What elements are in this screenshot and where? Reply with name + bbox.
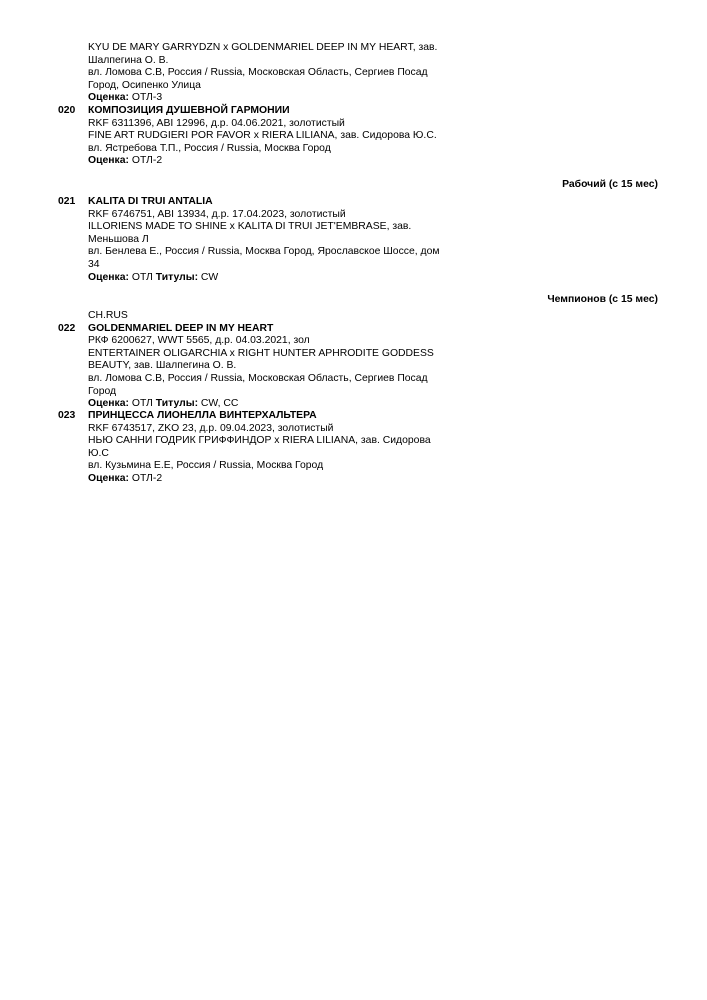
entry-line: FINE ART RUDGIERI POR FAVOR x RIERA LILIANA, зав. Сидорова Ю.С. <box>88 130 437 142</box>
entry-020 <box>58 105 458 168</box>
entry-title-prefix: CH.RUS <box>88 310 128 321</box>
grade-label: Оценка: <box>88 398 129 410</box>
grade-label: Оценка: <box>88 92 129 104</box>
entry-number: 023 <box>58 410 76 421</box>
entry-line: Город <box>88 385 117 397</box>
entry-line: RKF 6311396, ABI 12996, д.р. 04.06.2021, золотистый <box>88 117 345 129</box>
dog-name: КОМПОЗИЦИЯ ДУШЕВНОЙ ГАРМОНИИ <box>88 105 290 116</box>
entry-line: Шалпегина О. В. <box>88 54 169 66</box>
dog-name: KALITA DI TRUI ANTALIA <box>88 196 213 207</box>
titles-label: Титулы: <box>155 271 199 283</box>
class-heading-working: Рабочий (с 15 мес) <box>562 179 658 190</box>
grade-label: Оценка: <box>88 472 129 484</box>
entry-line: вл. Кузьмина Е.Е, Россия / Russia, Москва Город <box>88 460 324 472</box>
grade-value: ОТЛ <box>128 271 156 283</box>
entry-line: ILLORIENS MADE TO SHINE x KALITA DI TRUI JET'EMBRASE, зав. <box>88 221 412 233</box>
grade-value: ОТЛ-3 <box>128 92 163 104</box>
grade-label: Оценка: <box>88 155 129 167</box>
dog-name: ПРИНЦЕССА ЛИОНЕЛЛА ВИНТЕРХАЛЬТЕРА <box>88 410 317 421</box>
class-heading-champions: Чемпионов (с 15 мес) <box>547 294 658 305</box>
entry-line: Меньшова Л <box>88 233 149 245</box>
entry-line: Ю.С <box>88 447 109 459</box>
entry-line: РКФ 6200627, WWT 5565, д.р. 04.03.2021, зол <box>88 335 310 347</box>
entry-022 <box>58 310 458 411</box>
entry-line: вл. Ломова С.В, Россия / Russia, Московская Область, Сергиев Посад <box>88 67 428 79</box>
titles-label: Титулы: <box>155 398 199 410</box>
entry-grade <box>88 92 454 105</box>
entry-number: 022 <box>58 322 76 334</box>
titles-value: CW <box>198 271 219 283</box>
entry-grade <box>88 473 454 486</box>
entry-line: НЬЮ САННИ ГОДРИК ГРИФФИНДОР x RIERA LILIANA, зав. Сидорова <box>88 435 431 447</box>
entry-line: вл. Ястребова Т.П., Россия / Russia, Москва Город <box>88 142 331 154</box>
entry-line: RKF 6746751, ABI 13934, д.р. 17.04.2023, золотистый <box>88 208 346 220</box>
entry-line: BEAUTY, зав. Шалпегина О. В. <box>88 360 237 372</box>
entry-line: вл. Бенлева Е., Россия / Russia, Москва Город, Ярославское Шоссе, дом <box>88 246 440 258</box>
grade-label: Оценка: <box>88 271 129 283</box>
grade-value: ОТЛ-2 <box>128 472 163 484</box>
entry-line: ENTERTAINER OLIGARCHIA x RIGHT HUNTER APHRODITE GODDESS <box>88 347 434 359</box>
dog-name: GOLDENMARIEL DEEP IN MY HEART <box>88 322 274 334</box>
entry-number: 020 <box>58 105 76 116</box>
entry-continued <box>58 42 458 105</box>
grade-value: ОТЛ <box>128 398 156 410</box>
entry-grade <box>88 272 454 285</box>
entry-021 <box>58 196 458 284</box>
titles-value: CW, CC <box>198 398 239 410</box>
entry-line: Город, Осипенко Улица <box>88 79 201 91</box>
entry-grade <box>88 398 454 411</box>
grade-value: ОТЛ-2 <box>128 155 163 167</box>
entry-line: вл. Ломова С.В, Россия / Russia, Московская Область, Сергиев Посад <box>88 372 428 384</box>
entry-line: KYU DE MARY GARRYDZN x GOLDENMARIEL DEEP IN MY HEART, зав. <box>88 42 438 53</box>
entry-number: 021 <box>58 196 76 207</box>
entry-023 <box>58 410 458 486</box>
entry-line: RKF 6743517, ZKO 23, д.р. 09.04.2023, золотистый <box>88 422 334 434</box>
entry-line: 34 <box>88 258 100 270</box>
entry-grade <box>88 155 454 168</box>
